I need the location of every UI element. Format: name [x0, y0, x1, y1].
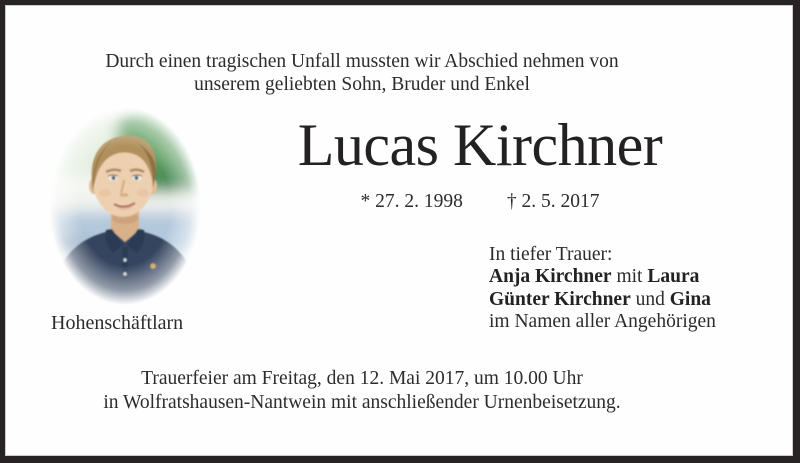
mourner-name: Gina	[669, 288, 711, 310]
mourner-name: Anja Kirchner	[489, 266, 612, 288]
intro-line-1: Durch einen tragischen Unfall mussten wir Abschied nehmen von	[105, 51, 619, 72]
place-name: Hohenschäftlarn	[51, 312, 184, 334]
polo-logo	[150, 263, 155, 268]
mourner-name: Laura	[647, 266, 700, 288]
cheek-left	[99, 189, 111, 197]
mourning-line-1	[489, 266, 716, 288]
life-dates	[280, 191, 680, 213]
mourner-name: Günter Kirchner	[489, 288, 631, 310]
cheek-right	[137, 189, 149, 197]
funeral-line-2: in Wolfratshausen-Nantwein mit anschließender Urnenbeisetzung.	[103, 391, 621, 413]
funeral-line-1: Trauerfeier am Freitag, den 12. Mai 2017, um 10.00 Uhr	[141, 368, 583, 389]
shirt-button	[123, 272, 126, 275]
mourning-block	[489, 244, 716, 334]
deceased-name: Lucas Kirchner	[297, 112, 663, 178]
portrait-photo	[48, 106, 202, 306]
portrait-photo-svg	[48, 106, 202, 306]
mourning-footer: im Namen aller Angehörigen	[489, 311, 716, 333]
nose-shadow	[120, 193, 129, 197]
mourning-connector: und	[630, 288, 670, 310]
intro-line-2: unserem geliebten Sohn, Bruder und Enkel	[194, 74, 530, 95]
shirt-button	[123, 258, 126, 261]
mourning-connector: mit	[611, 266, 648, 288]
mourning-line-2	[489, 289, 716, 311]
mourning-header: In tiefer Trauer:	[489, 244, 613, 265]
pupil-left	[113, 177, 115, 179]
birth-date: * 27. 2. 1998	[360, 191, 463, 212]
intro-text	[5, 50, 719, 96]
pupil-right	[136, 177, 138, 179]
funeral-info	[5, 367, 719, 414]
death-date: † 2. 5. 2017	[506, 191, 600, 212]
